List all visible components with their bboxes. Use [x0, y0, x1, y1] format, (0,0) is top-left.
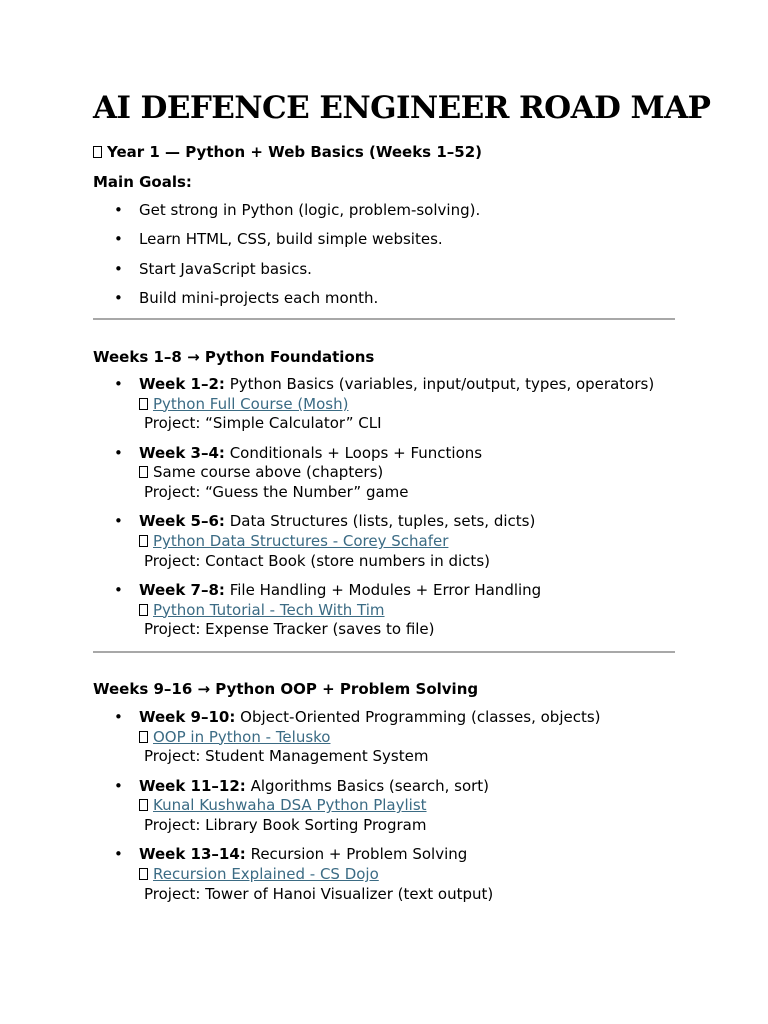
week-label: Week 1–2:	[139, 375, 225, 393]
bullet-icon: •	[114, 845, 123, 864]
bullet-icon: •	[114, 201, 123, 219]
main-goals-label: Main Goals:	[93, 173, 192, 191]
week-label: Week 9–10:	[139, 708, 236, 726]
bullet-icon: •	[114, 259, 123, 278]
goal-item	[93, 288, 480, 317]
week-label: Week 5–6:	[139, 512, 225, 531]
missing-glyph-icon	[139, 799, 148, 811]
resource-link[interactable]: OOP in Python - Telusko	[153, 727, 331, 746]
page-title: AI DEFENCE ENGINEER ROAD MAP	[93, 90, 711, 126]
year-heading	[93, 142, 482, 162]
week-label: Week 11–12:	[139, 776, 246, 795]
missing-glyph-icon	[139, 398, 148, 410]
section-heading: Weeks 1–8 → Python Foundations	[93, 348, 375, 366]
missing-glyph-icon	[139, 731, 148, 743]
project-text: Project: Library Book Sorting Program	[144, 816, 427, 835]
resource-link[interactable]: Recursion Explained - CS Dojo	[153, 865, 379, 884]
resource-text: Same course above (chapters)	[153, 463, 384, 482]
missing-glyph-icon	[139, 868, 148, 880]
week-item	[93, 845, 601, 914]
goal-text: Start JavaScript basics.	[139, 259, 312, 278]
project-text: Project: “Simple Calculator” CLI	[144, 414, 382, 433]
week-topic: Algorithms Basics (search, sort)	[245, 776, 490, 795]
resource-link[interactable]: Python Tutorial - Tech With Tim	[153, 600, 385, 619]
project-text: Project: Expense Tracker (saves to file)	[144, 620, 435, 639]
goal-item	[93, 259, 480, 288]
bullet-icon: •	[114, 708, 123, 726]
week-list	[93, 375, 654, 650]
bullet-icon: •	[114, 581, 123, 600]
section-divider	[93, 651, 675, 653]
missing-glyph-icon	[93, 146, 102, 158]
week-item	[93, 777, 601, 846]
bullet-icon: •	[114, 776, 123, 795]
bullet-icon: •	[114, 230, 123, 249]
week-topic: Data Structures (lists, tuples, sets, dicts)	[224, 512, 536, 531]
week-item	[93, 708, 601, 777]
week-item	[93, 512, 654, 581]
resource-link[interactable]: Python Full Course (Mosh)	[153, 394, 349, 413]
project-text: Project: Contact Book (store numbers in dicts)	[144, 551, 490, 570]
missing-glyph-icon	[139, 604, 148, 616]
section-divider	[93, 318, 675, 320]
section-heading: Weeks 9–16 → Python OOP + Problem Solving	[93, 680, 479, 698]
project-text: Project: Tower of Hanoi Visualizer (text output)	[144, 884, 494, 903]
week-item	[93, 581, 654, 650]
missing-glyph-icon	[139, 466, 148, 478]
project-text: Project: “Guess the Number” game	[144, 483, 409, 502]
week-item	[93, 375, 654, 444]
week-item	[93, 444, 654, 513]
goal-text: Get strong in Python (logic, problem-solving).	[139, 201, 481, 219]
resource-link[interactable]: Python Data Structures - Corey Schafer	[153, 532, 449, 551]
bullet-icon: •	[114, 288, 123, 307]
week-label: Week 3–4:	[139, 443, 225, 462]
year-heading-text: Year 1 — Python + Web Basics (Weeks 1–52)	[107, 143, 482, 161]
week-list	[93, 708, 601, 914]
bullet-icon: •	[114, 512, 123, 531]
goal-item	[93, 200, 480, 229]
week-label: Week 13–14:	[139, 845, 246, 864]
goal-text: Learn HTML, CSS, build simple websites.	[139, 230, 443, 249]
goal-item	[93, 229, 480, 258]
goals-list	[93, 200, 480, 317]
goal-text: Build mini-projects each month.	[139, 288, 379, 307]
week-topic: Python Basics (variables, input/output, types, operators)	[224, 375, 655, 393]
week-topic: File Handling + Modules + Error Handling	[224, 581, 542, 600]
week-topic: Object-Oriented Programming (classes, objects)	[235, 708, 601, 726]
week-topic: Recursion + Problem Solving	[245, 845, 468, 864]
week-topic: Conditionals + Loops + Functions	[224, 443, 483, 462]
bullet-icon: •	[114, 443, 123, 462]
bullet-icon: •	[114, 375, 123, 393]
missing-glyph-icon	[139, 535, 148, 547]
resource-link[interactable]: Kunal Kushwaha DSA Python Playlist	[153, 796, 427, 815]
project-text: Project: Student Management System	[144, 747, 429, 766]
week-label: Week 7–8:	[139, 581, 225, 600]
